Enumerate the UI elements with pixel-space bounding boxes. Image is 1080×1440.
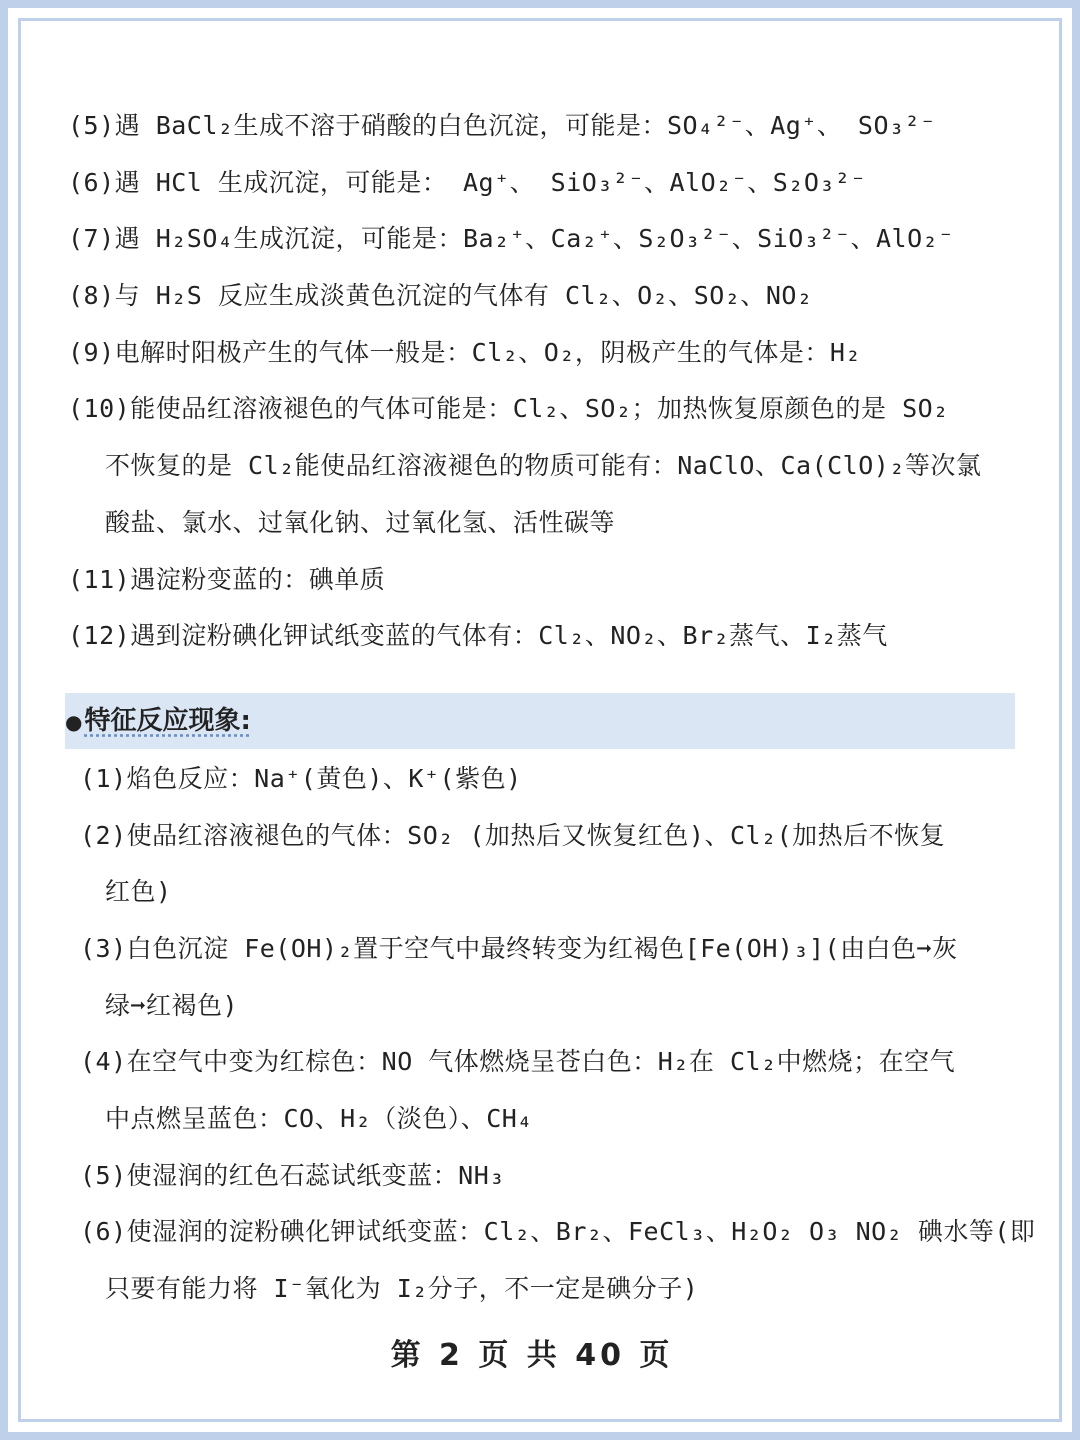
text-line: 酸盐、氯水、过氧化钠、过氧化氢、活性碳等	[105, 507, 616, 537]
text-line: (2)使品红溶液褪色的气体：SO₂ (加热后又恢复红色)、Cl₂(加热后不恢复	[80, 820, 946, 850]
text-line: (3)白色沉淀 Fe(OH)₂置于空气中最终转变为红褐色[Fe(OH)₃](由白色➞灰	[80, 933, 958, 963]
text-line: (6)使湿润的淀粉碘化钾试纸变蓝：Cl₂、Br₂、FeCl₃、H₂O₂ O₃ NO₂ 碘水等(即	[80, 1217, 1036, 1247]
text-line: (5)使湿润的红色石蕊试纸变蓝：NH₃	[80, 1160, 505, 1190]
section-header	[65, 693, 1015, 749]
bullet-icon: ●	[65, 709, 83, 734]
text-line: 中点燃呈蓝色：CO、H₂（淡色）、CH₄	[105, 1104, 533, 1133]
text-line: (12)遇到淀粉碘化钾试纸变蓝的气体有：Cl₂、NO₂、Br₂蒸气、I₂蒸气	[68, 621, 888, 651]
text-line: 只要有能力将 I⁻氧化为 I₂分子，不一定是碘分子)	[105, 1274, 699, 1304]
text-line: (6)遇 HCl 生成沉淀，可能是： Ag⁺、 SiO₃²⁻、AlO₂⁻、S₂O₃²⁻	[68, 167, 867, 197]
text-line: (1)焰色反应：Na⁺(黄色)、K⁺(紫色)	[80, 763, 522, 793]
text-line: 不恢复的是 Cl₂能使品红溶液褪色的物质可能有：NaClO、Ca(ClO)₂等次氯	[105, 451, 982, 481]
section-body	[68, 751, 1036, 1318]
text-line: (9)电解时阳极产生的气体一般是：Cl₂、O₂，阴极产生的气体是：H₂	[68, 337, 862, 367]
text-line: (4)在空气中变为红棕色：NO 气体燃烧呈苍白色：H₂在 Cl₂中燃烧；在空气	[80, 1047, 956, 1077]
section-title: 特征反应现象:	[84, 705, 251, 736]
spacer	[68, 665, 1018, 693]
text-line: 红色)	[105, 877, 172, 907]
text-line: (5)遇 BaCl₂生成不溶于硝酸的白色沉淀，可能是：SO₄²⁻、Ag⁺、 SO₃²⁻	[68, 111, 936, 140]
text-line: (10)能使品红溶液褪色的气体可能是：Cl₂、SO₂；加热恢复原颜色的是 SO₂	[68, 394, 949, 424]
text-line: 绿➞红褐色)	[105, 990, 239, 1020]
text-line: (7)遇 H₂SO₄生成沉淀，可能是：Ba₂⁺、Ca₂⁺、S₂O₃²⁻、SiO₃²⁻、AlO₂⁻	[68, 224, 954, 254]
page-footer: 第 2 页 共 40 页	[390, 1338, 674, 1373]
text-line: (11)遇淀粉变蓝的：碘单质	[68, 564, 386, 594]
document-content	[65, 98, 1036, 1318]
text-line: (8)与 H₂S 反应生成淡黄色沉淀的气体有 Cl₂、O₂、SO₂、NO₂	[68, 281, 813, 311]
